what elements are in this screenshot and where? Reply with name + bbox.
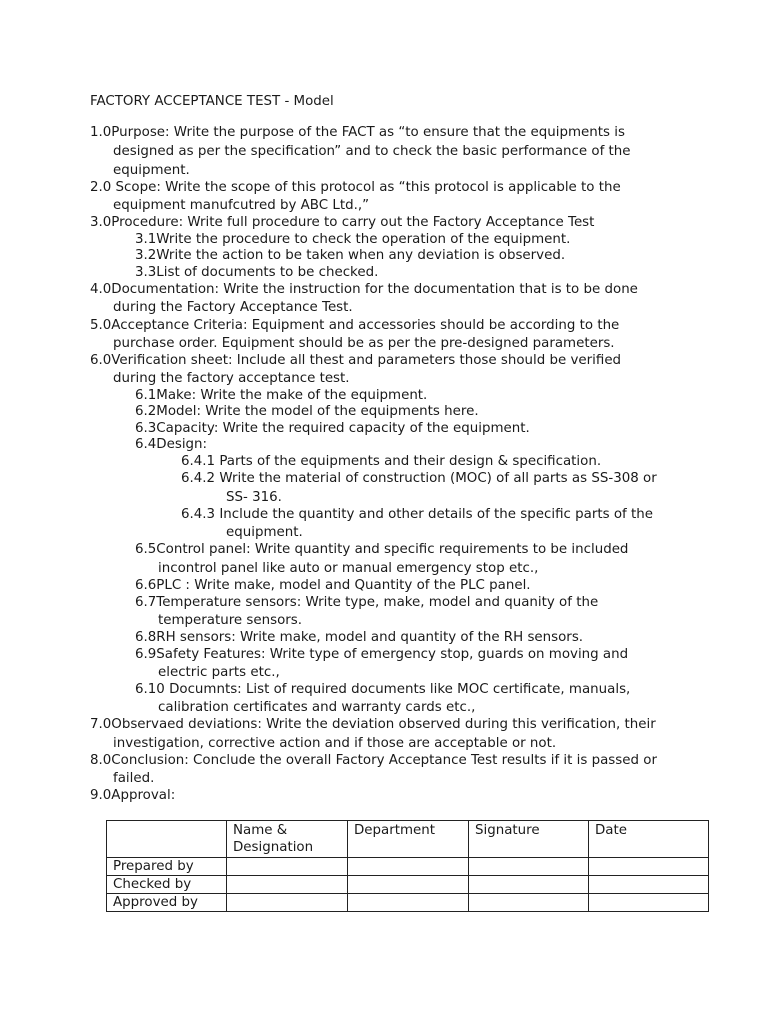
- section-1-line-2: designed as per the specification” and to check the basic performance of the: [113, 144, 631, 159]
- item-6-7-line-2: temperature sensors.: [158, 613, 303, 628]
- table-header-name-designation: Name & Designation: [227, 821, 348, 858]
- item-3-3: 3.3List of documents to be checked.: [135, 265, 379, 280]
- table-cell: [469, 858, 589, 876]
- table-cell: [227, 876, 348, 894]
- item-6-5: 6.5Control panel: Write quantity and specific requirements to be included: [135, 542, 629, 557]
- section-6-verification-sheet: 6.0Verification sheet: Include all thest and parameters those should be verified: [90, 353, 622, 368]
- row-label-checked-by: Checked by: [107, 876, 227, 894]
- table-cell: [589, 894, 709, 912]
- item-6-7: 6.7Temperature sensors: Write type, make, model and quanity of the: [135, 595, 599, 610]
- document-title: FACTORY ACCEPTANCE TEST - Model: [90, 94, 334, 109]
- item-6-4-3: 6.4.3 Include the quantity and other details of the specific parts of the: [181, 507, 653, 522]
- table-cell: [469, 876, 589, 894]
- section-6-line-2: during the factory acceptance test.: [113, 371, 350, 386]
- item-6-8: 6.8RH sensors: Write make, model and quantity of the RH sensors.: [135, 630, 584, 645]
- item-6-4-2: 6.4.2 Write the material of construction (MOC) of all parts as SS-308 or: [181, 471, 657, 486]
- section-1-purpose: 1.0Purpose: Write the purpose of the FACT as “to ensure that the equipments is: [90, 125, 625, 140]
- item-6-10-line-2: calibration certificates and warranty cards etc.,: [158, 700, 476, 715]
- section-4-documentation: 4.0Documentation: Write the instruction for the documentation that is to be done: [90, 282, 638, 297]
- section-7-deviations: 7.0Observaed deviations: Write the deviation observed during this verification, their: [90, 717, 656, 732]
- section-2-scope: 2.0 Scope: Write the scope of this protocol as “this protocol is applicable to the: [90, 180, 621, 195]
- table-cell: [348, 858, 469, 876]
- item-6-5-line-2: incontrol panel like auto or manual emergency stop etc.,: [158, 561, 539, 576]
- row-label-prepared-by: Prepared by: [107, 858, 227, 876]
- table-cell: [589, 876, 709, 894]
- section-8-line-2: failed.: [113, 771, 155, 786]
- item-3-2: 3.2Write the action to be taken when any deviation is observed.: [135, 248, 566, 263]
- table-cell: [589, 858, 709, 876]
- item-6-2: 6.2Model: Write the model of the equipments here.: [135, 404, 479, 419]
- table-row: [107, 876, 709, 894]
- table-cell: [348, 876, 469, 894]
- table-cell: [227, 894, 348, 912]
- table-header-signature: Signature: [469, 821, 589, 858]
- section-9-approval: 9.0Approval:: [90, 788, 176, 803]
- item-6-1: 6.1Make: Write the make of the equipment.: [135, 388, 428, 403]
- item-6-4-2-line-2: SS- 316.: [226, 490, 282, 505]
- table-cell: [469, 894, 589, 912]
- table-row: [107, 858, 709, 876]
- section-3-procedure: 3.0Procedure: Write full procedure to carry out the Factory Acceptance Test: [90, 215, 595, 230]
- table-header-department: Department: [348, 821, 469, 858]
- table-cell: [227, 858, 348, 876]
- table-header-cell: [107, 821, 227, 858]
- item-6-10: 6.10 Documnts: List of required documents like MOC certificate, manuals,: [135, 682, 631, 697]
- item-6-9-line-2: electric parts etc.,: [158, 665, 280, 680]
- item-6-4-3-line-2: equipment.: [226, 525, 303, 540]
- section-5-acceptance-criteria: 5.0Acceptance Criteria: Equipment and accessories should be according to the: [90, 318, 620, 333]
- approval-table: [106, 820, 709, 912]
- section-5-line-2: purchase order. Equipment should be as per the pre-designed parameters.: [113, 336, 615, 351]
- table-header-row: [107, 821, 709, 858]
- item-6-9: 6.9Safety Features: Write type of emergency stop, guards on moving and: [135, 647, 629, 662]
- item-6-6: 6.6PLC : Write make, model and Quantity of the PLC panel.: [135, 578, 531, 593]
- table-cell: [348, 894, 469, 912]
- section-1-line-3: equipment.: [113, 163, 190, 178]
- section-4-line-2: during the Factory Acceptance Test.: [113, 300, 353, 315]
- item-6-3: 6.3Capacity: Write the required capacity of the equipment.: [135, 421, 530, 436]
- item-6-4-1: 6.4.1 Parts of the equipments and their design & specification.: [181, 454, 602, 469]
- item-3-1: 3.1Write the procedure to check the operation of the equipment.: [135, 232, 571, 247]
- item-6-4: 6.4Design:: [135, 437, 208, 452]
- section-7-line-2: investigation, corrective action and if those are acceptable or not.: [113, 736, 557, 751]
- section-2-line-2: equipment manufcutred by ABC Ltd.,”: [113, 198, 370, 213]
- section-8-conclusion: 8.0Conclusion: Conclude the overall Factory Acceptance Test results if it is passed or: [90, 753, 657, 768]
- table-header-date: Date: [589, 821, 709, 858]
- table-row: [107, 894, 709, 912]
- row-label-approved-by: Approved by: [107, 894, 227, 912]
